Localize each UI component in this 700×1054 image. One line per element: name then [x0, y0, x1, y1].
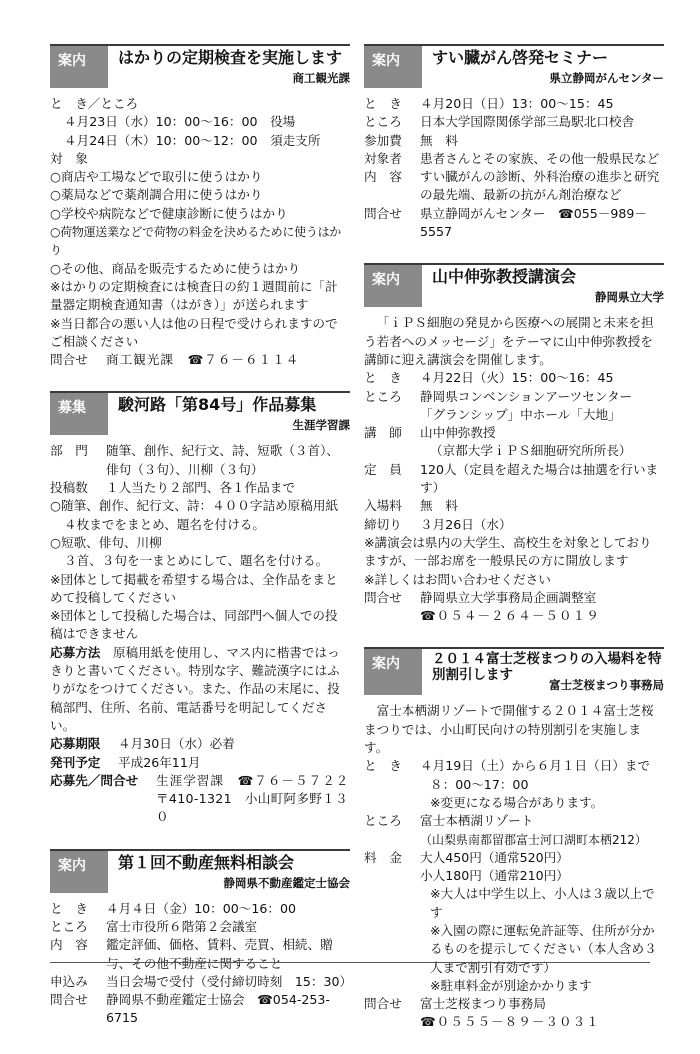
publish-row [50, 754, 350, 772]
place-label: ところ [364, 388, 402, 404]
notice-header [364, 44, 664, 88]
date-value: ４月４日（金）10：00～16：00 [106, 900, 297, 916]
price-row [364, 849, 664, 995]
notice-title: ２０１４富士芝桜まつりの入場料を特別割引します [432, 651, 662, 684]
count-value: １人当たり２部門、各１作品まで [106, 480, 295, 496]
category-badge: 案内 [50, 851, 108, 893]
lecturer-label: 講 師 [364, 425, 402, 441]
notice-title: 第１回不動産無料相談会 [118, 852, 295, 872]
genre-row [50, 442, 350, 479]
contact-value: 静岡県立大学事務局企画調整室 [420, 589, 597, 605]
notice-real-estate-consultation [50, 849, 353, 1028]
target-item: ○薬局などで薬剤調合用に使うはかり [50, 187, 263, 203]
fee-label: 参加費 [364, 132, 402, 148]
place-values [420, 388, 664, 425]
contact-row [50, 351, 350, 369]
content-value: すい臓がんの診断、外科治療の進歩と研究の最先端、最新の抗がん剤治療など [420, 169, 660, 203]
contact-value: 商工観光課 ☎７６－６１１４ [106, 352, 300, 368]
notice-header [50, 849, 350, 893]
place-row [364, 113, 664, 131]
notice-organizer: 県立静岡がんセンター [549, 71, 664, 85]
contact-label: 問合せ [364, 589, 402, 605]
method-label: 応募方法 [50, 644, 101, 660]
place-address: （山梨県南都留郡富士河口湖町本栖212） [420, 832, 647, 847]
date-row [50, 900, 350, 918]
content-label: 内 容 [50, 937, 88, 953]
note: ※詳しくはお問い合わせください [364, 571, 551, 587]
price-adult: 大人450円（通常520円） [420, 849, 569, 865]
place-label: ところ [364, 114, 402, 130]
notice-title: 山中伸弥教授講演会 [432, 267, 577, 287]
lecturer-name: 山中伸弥教授 [420, 425, 496, 441]
genre-label: 部 門 [50, 443, 88, 459]
contact-label: 問合せ [50, 992, 88, 1008]
category-badge: 案内 [364, 265, 422, 307]
fee-row [364, 497, 664, 515]
place-values [420, 812, 664, 849]
notice-surugaji-call [50, 391, 350, 826]
target-label: 対象者 [364, 150, 402, 166]
notice-header [50, 391, 350, 435]
notice-pancreatic-seminar [364, 44, 664, 241]
address: 〒410-1321 小山町阿多野１３０ [156, 791, 348, 825]
rule-line: ○短歌、俳句、川柳 [50, 534, 162, 550]
count-row [50, 479, 350, 497]
contact-label: 問合せ [364, 996, 402, 1012]
schedule-line: ４月24日（木）10：00～12：00 須走支所 [64, 132, 321, 148]
date-value: ４月20日（日）13：00～15：45 [420, 96, 614, 111]
right-column [364, 44, 664, 1054]
rule-line: ○随筆、創作、紀行文、詩：４００字詰め原稿用紙 [50, 498, 339, 514]
target-label: 対 象 [50, 150, 88, 166]
deadline-row [50, 735, 350, 753]
content-row [364, 168, 664, 205]
place-line: 「グランシップ」中ホール「大地」 [420, 406, 621, 422]
target-item: ○その他、商品を販売するために使うはかり [50, 260, 301, 276]
date-row [364, 757, 664, 812]
date-row [364, 369, 664, 387]
note: ※当日都合の悪い人は他の日程で受けられますのでご相談ください [50, 315, 338, 349]
genre-line: 随筆、創作、紀行文、詩、短歌（３首）、 [106, 443, 339, 459]
genre-line: 俳句（３句）、川柳（３句） [106, 461, 264, 477]
notice-scale-inspection [50, 44, 350, 369]
target-item: ○荷物運送業などで荷物の料金を決めるために使うはかり [50, 225, 341, 258]
category-badge: 募集 [50, 393, 108, 435]
place-row [364, 812, 664, 849]
notice-title: はかりの定期検査を実施します [118, 48, 343, 67]
notice-organizer: 静岡県立大学 [595, 290, 664, 305]
notice-body [364, 307, 664, 625]
notice-body [364, 88, 664, 241]
notice-header [364, 263, 664, 307]
time-line: ８：00～17：00 [430, 776, 529, 792]
contact-row [364, 205, 664, 242]
date-label: と き [364, 370, 402, 386]
notice-organizer: 富士芝桜まつり事務局 [549, 678, 664, 693]
contact-phone: ☎０５５５－８９－３０３１ [420, 1014, 600, 1030]
contact-value: 富士芝桜まつり事務局 [420, 996, 546, 1012]
intro-paragraph: 富士本栖湖リゾートで開催する２０１４富士芝桜まつりでは、小山町民向けの特別割引を実施します。 [364, 703, 654, 756]
deadline-row [364, 516, 664, 534]
category-badge: 案内 [364, 46, 422, 88]
capacity-label: 定 員 [364, 461, 402, 477]
place-value: 日本大学国際関係学部三島駅北口校舎 [420, 114, 635, 130]
publish-value: 平成26年11月 [118, 754, 201, 770]
notice-body [364, 695, 664, 1031]
target-item: ○商店や工場などで取引に使うはかり [50, 169, 263, 185]
contact-label: 応募先／問合せ [50, 772, 139, 788]
notice-body [50, 88, 350, 369]
deadline-value: ４月30日（水）必着 [118, 736, 235, 752]
notice-shibazakura-discount [364, 647, 664, 1031]
count-label: 投稿数 [50, 480, 88, 496]
deadline-label: 締切り [364, 516, 402, 532]
method-text: 原稿用紙を使用し、マス内に楷書ではっきりと書いてください。特別な字、難読漢字にはふりがなをつけてください。また、作品の末尾に、投稿部門、住所、名前、電話番号を明記してください。 [50, 644, 340, 733]
contact-label: 問合せ [364, 205, 402, 221]
place-row [364, 388, 664, 425]
date-label: と き [364, 96, 402, 111]
fee-value: 無 料 [420, 498, 458, 514]
apply-label: 申込み [50, 973, 88, 989]
fee-label: 入場料 [364, 498, 402, 514]
price-values [420, 849, 664, 995]
content-value: 鑑定評価、価格、賃料、売買、相続、贈与、その他不動産に関すること [106, 937, 333, 971]
contact-row [50, 772, 350, 790]
contact-phone: ☎０５４－２６４－５０１９ [420, 608, 600, 624]
notice-organizer: 静岡県不動産鑑定士協会 [223, 875, 350, 890]
capacity-row [364, 461, 664, 498]
contact-row [364, 589, 664, 607]
page-bottom-rule [50, 962, 650, 963]
method-paragraph [50, 644, 350, 735]
place-row [50, 918, 350, 936]
lecturer-row [364, 424, 664, 461]
apply-row [50, 973, 353, 991]
note: ※団体として投稿した場合は、同部門へ個人での投稿はできません [50, 608, 338, 642]
intro-paragraph: 「ｉＰＳ細胞の発見から医療への展開と未来を担う若者へのメッセージ」をテーマに山中伸弥教授を講師に迎え講演会を開催します。 [364, 315, 654, 367]
lecturer-affiliation: （京都大学ｉＰＳ細胞研究所所長） [430, 443, 632, 459]
date-label: と き [364, 758, 402, 774]
when-where-label: と き／ところ [50, 96, 139, 111]
notice-body [50, 893, 353, 1028]
content-label: 内 容 [364, 169, 402, 185]
notice-title: 駿河路「第84号」作品募集 [118, 395, 317, 415]
category-badge: 案内 [364, 649, 422, 695]
content-row [50, 936, 350, 973]
notice-title: すい臓がん啓発セミナー [432, 48, 609, 67]
note: ※はかりの定期検査には検査日の約１週間前に「計量器定期検査通知書（はがき）」が送られます [50, 278, 338, 313]
date-label: と き [50, 900, 88, 916]
place-line: 富士本栖湖リゾート [420, 813, 534, 829]
place-label: ところ [50, 918, 88, 934]
fee-row [364, 132, 664, 150]
contact-row [50, 991, 350, 1028]
price-note: ※入園の際に運転免許証等、住所が分かるものを提示してください（本人含め３人まで割引有効です） [430, 922, 657, 975]
date-row [364, 95, 664, 113]
date-line: ４月19日（土）から６月１日（日）まで [420, 758, 651, 774]
price-note: ※大人は中学生以上、小人は３歳以上です [430, 886, 655, 920]
place-value: 富士市役所６階第２会議室 [106, 918, 258, 934]
apply-value: 当日会場で受付（受付締切時刻 15：30） [106, 973, 353, 989]
notice-header [364, 647, 664, 695]
note: ※講演会は県内の大学生、高校生を対象としておりますが、一部お席を一般県民の方に開放します [364, 534, 652, 569]
place-line: 静岡県コンベンションアーツセンター [420, 388, 633, 404]
target-item: ○学校や病院などで健康診断に使うはかり [50, 205, 288, 221]
rule-line: ４枚までをまとめ、題名を付ける。 [64, 516, 265, 532]
genre-values [106, 442, 350, 479]
note: ※団体として掲載を希望する場合は、全作品をまとめて投稿してください [50, 571, 338, 605]
category-badge: 案内 [50, 46, 108, 88]
target-row [364, 150, 664, 168]
contact-value: 県立静岡がんセンター ☎055－989－5557 [420, 205, 647, 240]
lecturer-values [420, 424, 664, 461]
capacity-value: 120人（定員を超えた場合は抽選を行います） [420, 461, 659, 496]
deadline-value: ３月26日（水） [420, 516, 512, 532]
contact-label: 問合せ [50, 352, 88, 368]
contact-value: 静岡県不動産鑑定士協会 ☎054-253-6715 [106, 992, 330, 1026]
notice-organizer: 生涯学習課 [292, 418, 350, 433]
price-child: 小人180円（通常210円） [420, 868, 569, 884]
contact-value: 生涯学習課 ☎７６－５７２２ [156, 772, 350, 788]
schedule-line: ４月23日（水）10：00～16：00 役場 [64, 114, 296, 130]
date-note: ※変更になる場合があります。 [430, 794, 604, 810]
rule-line: ３首、３句を一まとめにして、題名を付ける。 [64, 553, 329, 569]
deadline-label: 応募期限 [50, 736, 101, 752]
price-note: ※駐車料金が別途かかります [430, 977, 592, 993]
date-values [420, 757, 664, 812]
fee-value: 無 料 [420, 132, 458, 148]
contact-row [364, 995, 664, 1013]
publish-label: 発刊予定 [50, 754, 101, 770]
date-value: ４月22日（火）15：00～16：45 [420, 370, 614, 386]
notice-yamanaka-lecture [364, 263, 664, 625]
notice-header [50, 44, 350, 88]
target-value: 患者さんとその家族、その他一般県民など [420, 150, 660, 166]
place-label: ところ [364, 813, 402, 829]
left-column [50, 44, 353, 1050]
price-label: 料 金 [364, 849, 402, 865]
notice-organizer: 商工観光課 [292, 71, 350, 85]
notice-body [50, 435, 350, 826]
